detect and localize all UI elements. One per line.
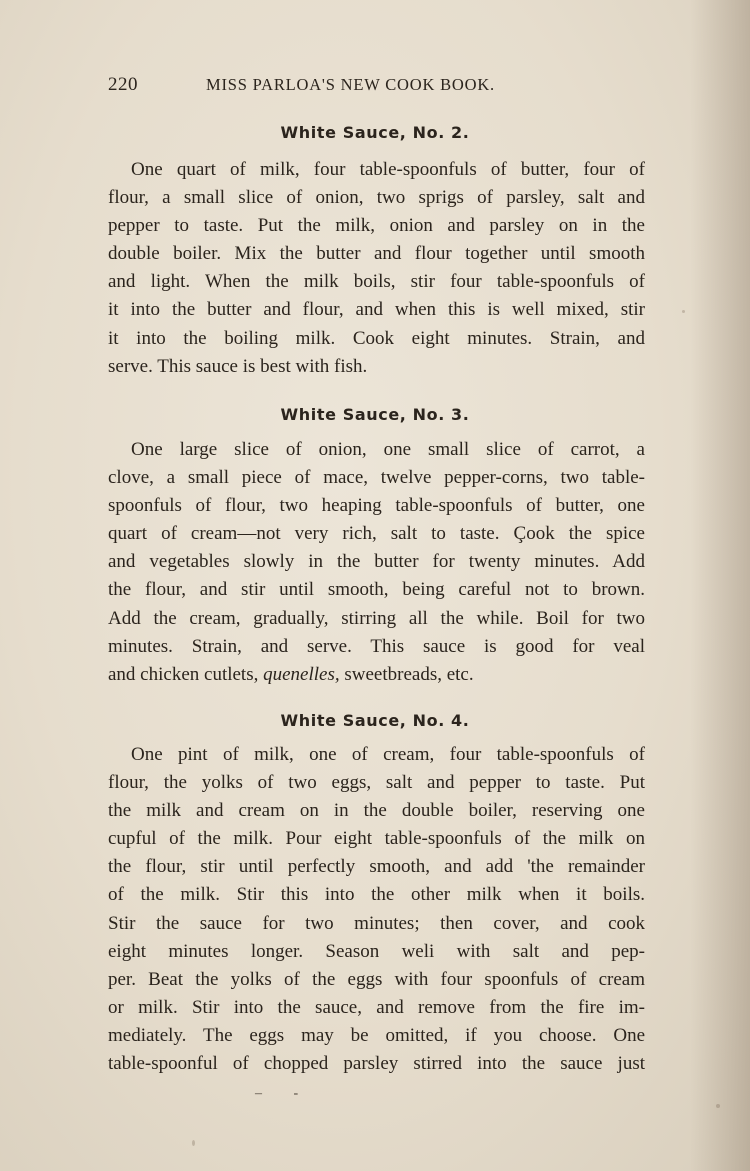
text-line: flour, a small slice of onion, two sprigs of parsley, salt and [108,187,645,209]
text-line: Add the cream, gradually, stirring all the while. Boil for two [108,607,645,629]
text-line: double boiler. Mix the butter and flour together until smooth [108,243,645,265]
running-title: MISS PARLOA'S NEW COOK BOOK. [206,75,495,94]
text-line: or milk. Stir into the sauce, and remove from the fire im- [108,996,645,1018]
text-line: and light. When the milk boils, stir four table-spoonfuls of [108,271,645,293]
text-line: it into the boiling milk. Cook eight minutes. Strain, and [108,327,645,349]
text-line: and vegetables slowly in the butter for twenty minutes. Add [108,551,645,573]
text-line: One pint of milk, one of cream, four table-spoonfuls of [131,744,645,765]
recipe-paragraph-white-sauce-4 [108,741,645,1078]
text-line: Stir the sauce for two minutes; then cover, and cook [108,912,645,934]
text-line: the milk and cream on in the double boiler, reserving one [108,800,645,822]
text-line: clove, a small piece of mace, twelve pepper-corns, two table- [108,467,645,489]
italic-term: quenelles, [263,663,340,685]
recipe-paragraph-white-sauce-3 [108,436,645,689]
text-line: One large slice of onion, one small slice of carrot, a [131,439,645,460]
text-line: serve. This sauce is best with fish. [108,355,368,377]
text-line: it into the butter and flour, and when this is well mixed, stir [108,299,645,321]
paper-blemish [682,310,685,313]
text-run: sweetbreads, etc. [339,663,474,685]
text-line: quart of cream—not very rich, salt to taste. Çook the spice [108,523,645,545]
running-head [108,74,648,100]
text-line: flour, the yolks of two eggs, salt and pepper to taste. Put [108,772,645,794]
text-line: the flour, and stir until smooth, being careful not to brown. [108,579,645,601]
footer-mark: – - [255,1086,313,1101]
text-line-with-italic [108,661,645,689]
text-line: per. Beat the yolks of the eggs with four spoonfuls of cream [108,968,645,990]
text-line: minutes. Strain, and serve. This sauce is good for veal [108,635,645,657]
text-line: pepper to taste. Put the milk, onion and parsley on in the [108,215,645,237]
recipe-paragraph-white-sauce-2 [108,156,645,381]
text-line: spoonfuls of flour, two heaping table-spoonfuls of butter, one [108,495,645,517]
text-line: cupful of the milk. Pour eight table-spoonfuls of the milk on [108,828,645,850]
text-line: of the milk. Stir this into the other milk when it boils. [108,884,645,906]
paper-blemish [192,1140,195,1146]
text-line: table-spoonful of chopped parsley stirred into the sauce just [108,1053,645,1075]
section-heading-white-sauce-3: White Sauce, No. 3. [280,405,470,424]
text-line: mediately. The eggs may be omitted, if you choose. One [108,1024,645,1046]
section-heading-white-sauce-4: White Sauce, No. 4. [280,711,470,730]
page-number: 220 [108,74,138,95]
section-heading-white-sauce-2: White Sauce, No. 2. [280,123,470,142]
paper-blemish [716,1104,720,1108]
text-run: and chicken cutlets, [108,663,264,685]
text-line: One quart of milk, four table-spoonfuls of butter, four of [131,159,645,180]
text-line: the flour, stir until perfectly smooth, and add 'the remainder [108,856,645,878]
text-line: eight minutes longer. Season weli with salt and pep- [108,940,645,962]
